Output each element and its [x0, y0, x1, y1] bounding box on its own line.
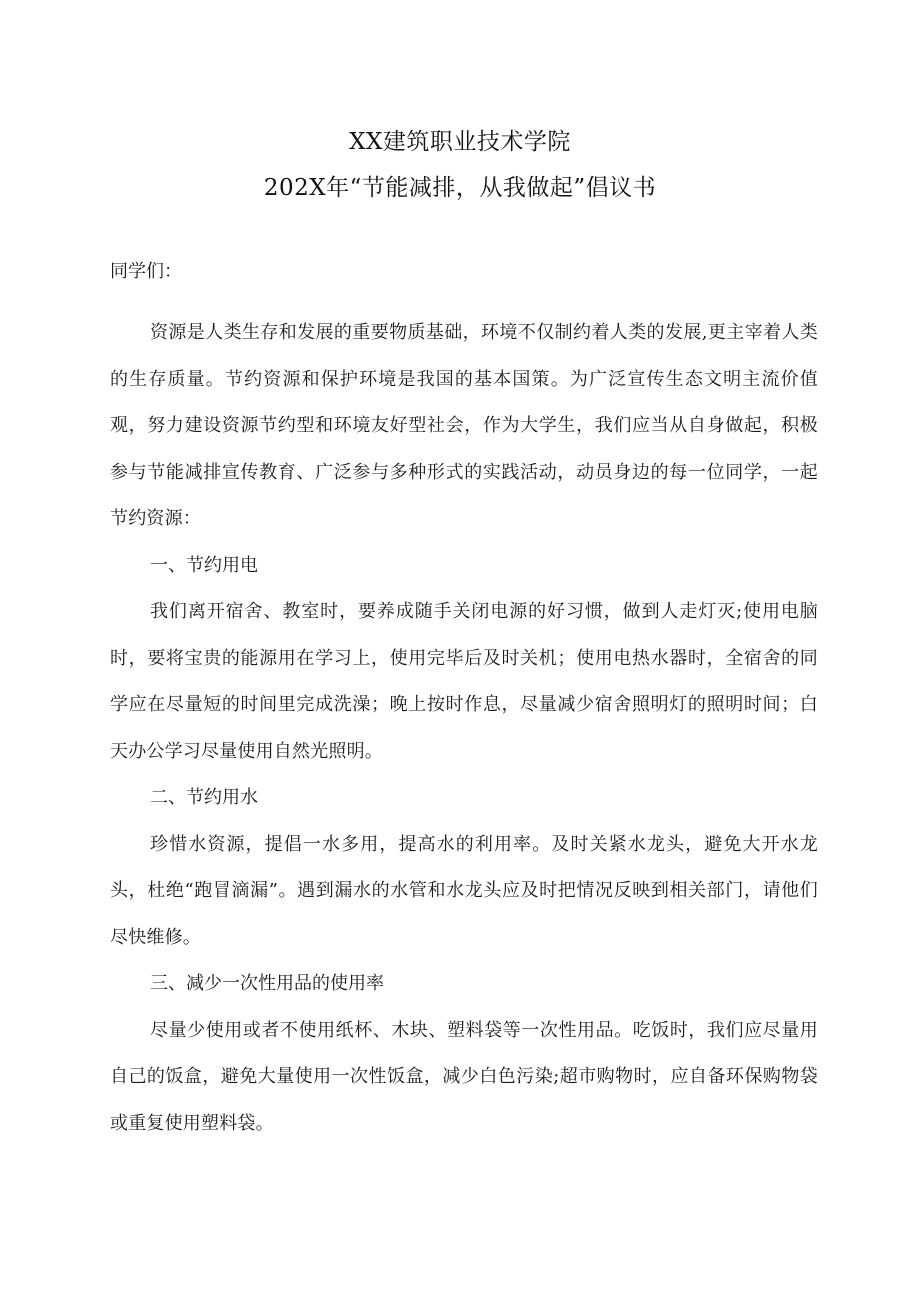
salutation: 同学们：	[110, 261, 182, 282]
document-body	[110, 260, 818, 1147]
title-proposal: 202X年“节能减排，从我做起”倡议书	[263, 175, 657, 201]
section-heading-water: 二、节约用水	[150, 787, 258, 808]
section-text-disposables: 尽量少使用或者不使用纸杯、木块、塑料袋等一次性用品。吃饭时，我们应尽量用自己的饭盒，避免大量使用一次性饭盒，减少白色污染;超市购物时，应自备环保购物袋或重复使用塑料袋。	[110, 1019, 818, 1134]
section-heading-electricity: 一、节约用电	[150, 554, 258, 576]
section-heading-disposables: 三、减少一次性用品的使用率	[150, 973, 384, 994]
document-title	[0, 119, 920, 211]
section-text-electricity: 我们离开宿舍、教室时，要养成随手关闭电源的好习惯，做到人走灯灭;使用电脑时，要将宝贵的能源用在学习上，使用完毕后及时关机；使用电热水器时，全宿舍的同学应在尽量短的时间里完成洗澡；晚上按时作息，尽量减少宿舍照明灯的照明时间；白天办公学习尽量使用自然光照明。	[110, 601, 818, 762]
intro-paragraph: 资源是人类生存和发展的重要物质基础，环境不仅制约着人类的发展,更主宰着人类的生存质量。节约资源和保护环境是我国的基本国策。为广泛宣传生态文明主流价值观，努力建设资源节约型和环境友好型社会，作为大学生，我们应当从自身做起，积极参与节能减排宣传教育、广泛参与多种形式的实践活动，动员身边的每一位同学，一起节约资源：	[110, 322, 818, 529]
title-institution: XX建筑职业技术学院	[349, 129, 571, 155]
section-text-water: 珍惜水资源，提倡一水多用，提高水的利用率。及时关紧水龙头，避免大开水龙头，杜绝“跑冒滴漏”。遇到漏水的水管和水龙头应及时把情况反映到相关部门，请他们尽快维修。	[110, 833, 818, 948]
